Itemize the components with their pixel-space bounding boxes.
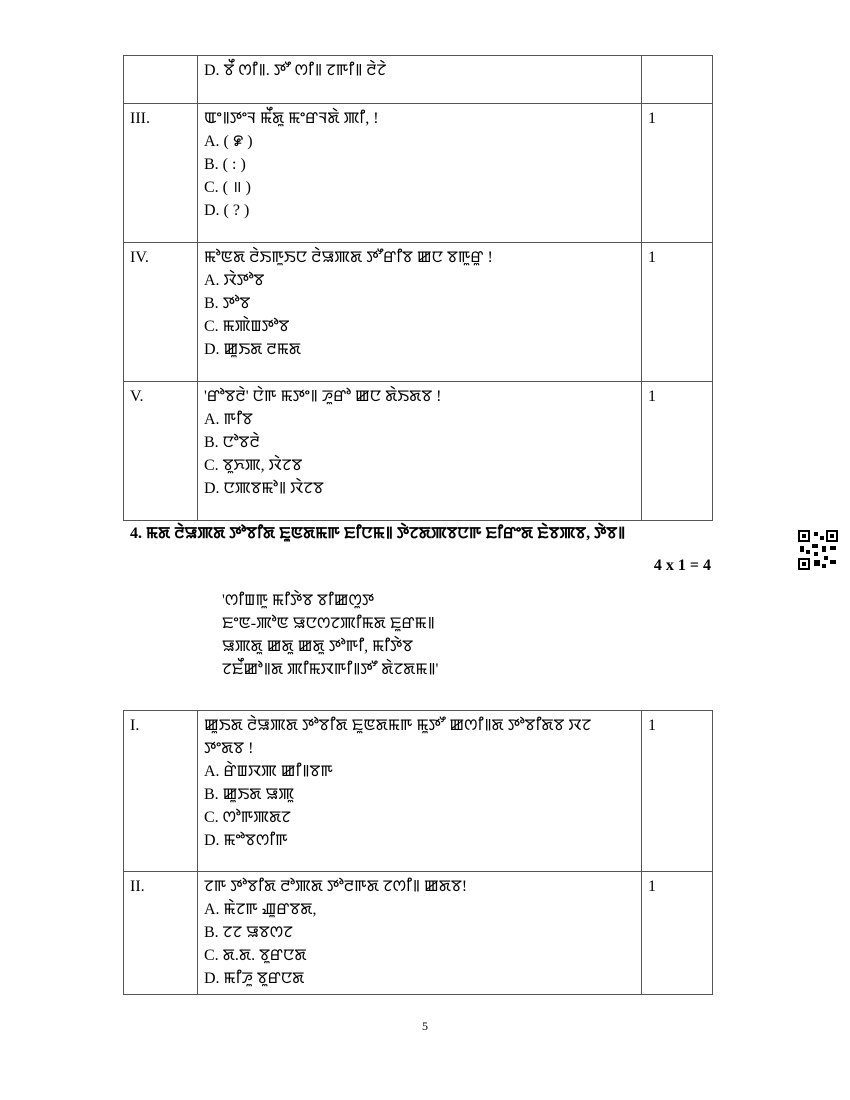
table-row xyxy=(124,711,713,872)
question-option: B. ꯖꯖ ꯎꯕꯁꯖ xyxy=(204,924,293,941)
table-row xyxy=(124,56,713,104)
question-text: ꯃꯣꯟꯗ ꯂꯥꯏꯒꯨꯏꯅ ꯂꯥꯎꯄꯗ ꯇꯧꯔꯤꯕ ꯀꯅ ꯕꯒꯨꯔꯨ ! xyxy=(204,249,493,266)
question-option: B. ( : ) xyxy=(204,156,246,173)
question-number: V. xyxy=(124,382,198,521)
question-body xyxy=(198,104,642,243)
question-option: C. ꯃꯄꯥꯡꯇꯣꯕ xyxy=(204,318,290,335)
question-option: D. ( ? ) xyxy=(204,202,250,219)
question-body xyxy=(198,711,642,872)
question-mark xyxy=(642,56,713,104)
question-mark: 1 xyxy=(642,243,713,382)
question-mark: 1 xyxy=(642,382,713,521)
question-option: C. ꯁꯣꯒꯄꯗꯖ xyxy=(204,809,291,826)
question-text: 'ꯔꯣꯕꯂꯥ' ꯅꯥꯒ ꯃꯇꯦ꯫ ꯍꯨꯔꯣ ꯀꯅ ꯗꯥꯏꯗꯕ ! xyxy=(204,388,442,405)
question-text: ꯖꯒ ꯇꯣꯕꯤꯗ ꯂꯣꯄꯗ ꯇꯣꯂꯒꯗ ꯖꯁꯤ꯫ ꯀꯗꯕ! xyxy=(204,878,468,895)
question-body xyxy=(198,243,642,382)
question-option: A. ꯔꯥꯡꯋꯄ ꯀꯤ꯫ꯕꯒ xyxy=(204,763,333,780)
question-body xyxy=(198,872,642,995)
question-option: B. ꯅꯣꯕꯂꯥ xyxy=(204,434,260,451)
question-table-1 xyxy=(123,55,713,521)
question-option: B. ꯇꯣꯕ xyxy=(204,295,251,312)
marks-allocation: 4 x 1 = 4 xyxy=(653,557,711,574)
question-option: C. ( ॥ ) xyxy=(204,179,251,196)
question-mark: 1 xyxy=(642,872,713,995)
question-table-2 xyxy=(123,710,713,995)
question-body xyxy=(198,56,642,104)
question-option: D. ꯃꯦꯣꯕꯁꯤꯒ xyxy=(204,832,288,849)
question-option: A. ( ꯹ ) xyxy=(204,133,253,150)
question-option: D. ꯀꯨꯏꯗ ꯂꯃꯗ xyxy=(204,341,301,358)
question-option: D. ꯅꯄꯕꯃꯣ꯫ ꯋꯥꯖꯕ xyxy=(204,480,324,497)
poem-line: ꯐꯦꯟ-ꯄꯣꯟ ꯎꯅꯁꯖꯄꯤꯃꯗ ꯐꯨꯔꯃ꯫ xyxy=(222,615,435,632)
table-row xyxy=(124,872,713,995)
table-row xyxy=(124,382,713,521)
poem-line: 'ꯁꯤꯡꯒꯨ ꯃꯤꯇꯥꯕ ꯕꯤꯀꯁꯨꯇ xyxy=(222,592,375,609)
question-option: C. ꯗ.ꯗ. ꯕꯨꯔꯅꯗ xyxy=(204,947,307,964)
question-mark: 1 xyxy=(642,104,713,243)
question-body xyxy=(198,382,642,521)
poem-line: ꯎꯄꯗꯨ ꯀꯗꯨ ꯀꯗꯨ ꯇꯣꯒꯤ, ꯃꯤꯇꯥꯕ xyxy=(222,638,414,655)
question-number: II. xyxy=(124,872,198,995)
question-number xyxy=(124,56,198,104)
table-row xyxy=(124,243,713,382)
question-option: D. ꯕꯩ ꯁꯤ꯫. ꯇꯧ ꯁꯤ꯫ ꯖꯒꯤ꯫ ꯂꯥꯖꯥ xyxy=(204,62,387,79)
question-number: I. xyxy=(124,711,198,872)
question-mark: 1 xyxy=(642,711,713,872)
poem-line: ꯖꯐꯩꯀꯣ꯫ꯗ ꯄꯤꯃꯋꯒꯤ꯫ꯇꯧ ꯗꯥꯖꯗꯃ꯫' xyxy=(222,661,439,678)
question-text: ꯑꯦ꯫ꯇꯦꯜ ꯃꯩꯗꯨ ꯃꯦꯔꯜꯗꯥ ꯄꯤ, ! xyxy=(204,110,379,127)
qr-code-icon xyxy=(798,530,838,570)
question-text: ꯀꯨꯏꯗ ꯂꯥꯎꯄꯗ ꯇꯣꯕꯤꯗ ꯐꯨꯟꯗꯃꯒ ꯃꯨꯇꯧ ꯀꯁꯤ꯫ꯗ ꯇꯣꯕꯤꯗꯕ ꯋꯖ ꯇꯦꯗꯕ ! xyxy=(204,717,592,757)
question-option: C. ꯕꯨꯈꯄ, ꯋꯥꯖꯕ xyxy=(204,457,303,474)
question-option: A. ꯃꯥꯖꯒ ꯉꯨꯔꯕꯗ, xyxy=(204,901,317,918)
question-option: A. ꯒꯤꯕ xyxy=(204,411,253,428)
question-option: B. ꯀꯨꯏꯗ ꯎꯄꯨ xyxy=(204,786,295,803)
poem-passage xyxy=(222,589,642,681)
question-option: D. ꯃꯤꯍꯨ ꯕꯨꯔꯅꯗ xyxy=(204,970,305,987)
table-row xyxy=(124,104,713,243)
question-number: IV. xyxy=(124,243,198,382)
question-number: III. xyxy=(124,104,198,243)
section-heading: 4. ꯃꯗ ꯂꯥꯎꯄꯗ ꯇꯣꯕꯤꯗ ꯐꯨꯟꯗꯃꯒ ꯐꯤꯅꯃ꯫ ꯇꯥꯖꯗꯄꯕꯅꯒ ꯐꯤꯔꯦꯗ ꯐꯥꯕꯄꯕ, ꯇꯥꯕ꯫ xyxy=(130,525,626,542)
question-option: A. ꯋꯥꯇꯣꯕ xyxy=(204,272,265,289)
page-number: 5 xyxy=(422,1019,428,1033)
